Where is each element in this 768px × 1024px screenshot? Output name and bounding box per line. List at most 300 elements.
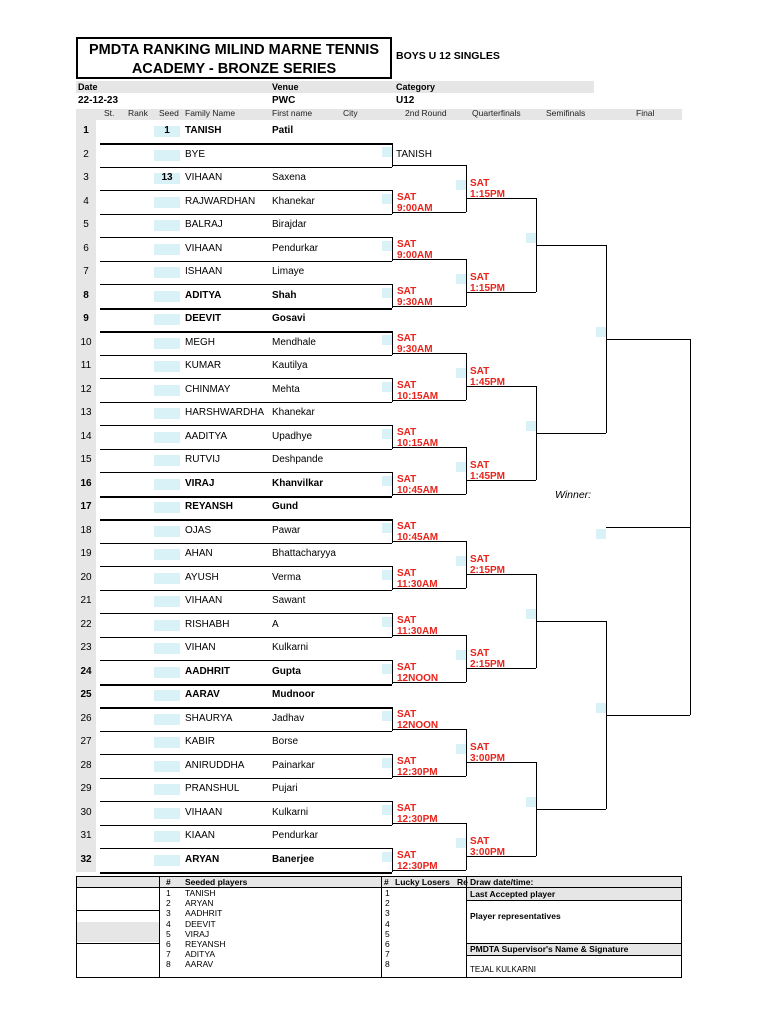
player-family-name: AARAV — [185, 689, 220, 700]
player-line — [100, 167, 392, 168]
seed-cell — [154, 197, 180, 208]
r2-connector — [466, 823, 467, 870]
seeded-number: 8 — [166, 959, 171, 970]
seed-cell — [154, 338, 180, 349]
player-first-name: Borse — [272, 736, 299, 747]
r2-connector — [466, 353, 467, 400]
seed-cell — [154, 479, 180, 490]
r1-score-box — [382, 570, 392, 580]
r1-time: 12NOON — [397, 719, 439, 731]
seed-cell — [154, 267, 180, 278]
player-family-name: RUTVIJ — [185, 454, 220, 465]
col-seed: Seed — [159, 108, 179, 118]
player-family-name: VIHAN — [185, 642, 216, 653]
row-number: 20 — [80, 571, 92, 583]
row-number: 25 — [80, 689, 92, 700]
col-quarterfinals: Quarterfinals — [472, 108, 521, 118]
row-number: 21 — [80, 595, 92, 606]
row-number: 10 — [80, 336, 92, 348]
player-family-name: ARYAN — [185, 853, 220, 865]
r1-connector — [392, 566, 393, 590]
seed-cell — [154, 432, 180, 443]
player-first-name: Kautilya — [272, 360, 308, 371]
player-first-name: Upadhye — [272, 430, 313, 442]
seed-cell — [154, 690, 180, 701]
r2-connector — [466, 635, 467, 682]
player-first-name: Banerjee — [272, 853, 315, 865]
player-line — [100, 237, 392, 238]
r1-time: 12:30PM — [397, 813, 438, 825]
r1-winner-line — [392, 165, 466, 166]
r1-time: 11:30AM — [397, 625, 438, 637]
lucky-hash: # — [384, 877, 389, 887]
player-family-name: VIHAAN — [185, 172, 223, 183]
player-reps-label: Player representatives — [470, 911, 561, 921]
player-line — [100, 660, 392, 661]
tournament-title-line2: ACADEMY - BRONZE SERIES — [131, 61, 337, 77]
seeded-player-name: REYANSH — [185, 939, 226, 949]
category-label: Category — [396, 82, 436, 92]
player-first-name: Mendhale — [272, 336, 316, 348]
seed-cell — [154, 361, 180, 372]
r2-score-box — [456, 650, 466, 660]
final-connector — [690, 339, 691, 715]
row-number: 17 — [80, 501, 92, 512]
seed-cell — [154, 502, 180, 513]
player-first-name: Shah — [272, 289, 297, 301]
r2-time: 1:15PM — [470, 189, 506, 201]
r1-day: SAT — [397, 661, 417, 673]
player-first-name: Pendurkar — [272, 830, 319, 841]
r1-time: 10:45AM — [397, 531, 439, 543]
r1-score-box — [382, 711, 392, 721]
seeded-player-name: TANISH — [185, 888, 216, 898]
lucky-loser-number: 5 — [385, 928, 390, 939]
row-number: 9 — [83, 313, 89, 324]
r2-score-box — [456, 274, 466, 284]
player-line — [100, 778, 392, 779]
qf-winner-line — [536, 621, 606, 622]
r2-time: 3:00PM — [470, 753, 506, 765]
player-line — [100, 496, 392, 498]
r1-time: 9:30AM — [397, 296, 433, 308]
r2-time: 1:15PM — [470, 283, 506, 295]
seed-cell — [154, 408, 180, 419]
r1-score-box — [382, 617, 392, 627]
sf-winner-line — [606, 715, 690, 716]
row-number: 24 — [80, 665, 92, 677]
lucky-loser-number: 3 — [385, 908, 390, 919]
r1-score-box — [382, 852, 392, 862]
lucky-loser-number: 7 — [385, 949, 390, 960]
event-name: BOYS U 12 SINGLES — [396, 50, 500, 62]
player-line — [100, 190, 392, 191]
r2-time: 1:45PM — [470, 377, 506, 389]
row-number: 8 — [83, 289, 89, 301]
r1-winner-name: TANISH — [396, 148, 432, 160]
r1-score-box — [382, 429, 392, 439]
seed-cell — [154, 220, 180, 231]
r2-connector — [466, 259, 467, 306]
qf-winner-line — [536, 433, 606, 434]
lucky-loser-number: 6 — [385, 939, 390, 949]
col-city: City — [343, 108, 358, 118]
r1-day: SAT — [397, 520, 417, 532]
lucky-loser-number: 1 — [385, 888, 390, 898]
seed-cell — [154, 714, 180, 725]
lucky-losers-label: Lucky Losers — [395, 877, 450, 887]
player-line — [100, 472, 392, 473]
player-first-name: Khanekar — [272, 407, 315, 418]
player-line — [100, 848, 392, 849]
row-number: 15 — [80, 454, 92, 465]
seeded-player-name: AARAV — [185, 959, 214, 970]
col-first-name: First name — [272, 108, 313, 118]
row-number: 3 — [83, 172, 89, 183]
player-line — [100, 566, 392, 567]
row-number: 4 — [83, 195, 89, 207]
row-number: 2 — [83, 148, 89, 160]
row-number: 13 — [80, 407, 92, 418]
r1-score-box — [382, 335, 392, 345]
lucky-loser-number: 4 — [385, 918, 390, 929]
r1-day: SAT — [397, 567, 417, 579]
row-number: 1 — [83, 125, 89, 136]
r1-connector — [392, 190, 393, 214]
player-first-name: Bhattacharyya — [272, 548, 336, 559]
player-first-name: Verma — [272, 571, 301, 583]
row-number: 12 — [80, 383, 92, 395]
footer-rule-2 — [77, 910, 159, 911]
seed-cell — [154, 855, 180, 866]
r1-connector — [392, 801, 393, 825]
lucky-loser-number: 8 — [385, 959, 390, 970]
r2-score-box — [456, 368, 466, 378]
player-line — [100, 637, 392, 638]
seed-cell — [154, 244, 180, 255]
date-value: 22-12-23 — [78, 95, 119, 106]
r1-score-box — [382, 241, 392, 251]
player-family-name: VIHAAN — [185, 242, 223, 254]
r2-day: SAT — [470, 836, 490, 848]
player-line — [100, 284, 392, 285]
r1-connector — [392, 143, 393, 167]
r2-score-box — [456, 180, 466, 190]
player-first-name: Patil — [272, 125, 294, 136]
r1-score-box — [382, 288, 392, 298]
player-line — [100, 402, 392, 403]
sf-score-box — [596, 703, 606, 713]
player-family-name: SHAURYA — [185, 712, 233, 724]
r2-day: SAT — [470, 648, 490, 660]
player-family-name: CHINMAY — [185, 383, 231, 395]
player-family-name: MEGH — [185, 336, 215, 348]
seeded-number: 2 — [166, 898, 171, 909]
player-line — [100, 613, 392, 614]
r1-score-box — [382, 382, 392, 392]
r1-day: SAT — [397, 379, 417, 391]
row-number: 27 — [80, 736, 92, 747]
footer-rule-6 — [466, 955, 681, 956]
player-line — [100, 801, 392, 802]
seeded-player-name: ADITYA — [185, 949, 216, 960]
r1-score-box — [382, 476, 392, 486]
player-family-name: AHAN — [185, 548, 213, 559]
footer-rule-4 — [466, 900, 681, 901]
footer-divider-2 — [381, 876, 382, 978]
seed-number: 1 — [164, 125, 170, 136]
player-line — [100, 261, 392, 262]
player-line — [100, 731, 392, 732]
player-family-name: HARSHWARDHA — [185, 407, 265, 418]
r1-day: SAT — [397, 473, 417, 485]
r2-connector — [466, 729, 467, 776]
r1-connector — [392, 754, 393, 778]
r1-day: SAT — [397, 708, 417, 720]
seed-cell — [154, 150, 180, 161]
seeded-player-name: AADHRIT — [185, 908, 223, 919]
row-number: 32 — [80, 853, 92, 865]
r1-connector — [392, 472, 393, 496]
final-score-box — [596, 529, 606, 539]
seed-cell — [154, 596, 180, 607]
player-line — [100, 754, 392, 755]
player-first-name: Khanvilkar — [272, 477, 324, 489]
qf-winner-line — [536, 809, 606, 810]
re-label: Re — [457, 877, 468, 887]
seed-cell — [154, 385, 180, 396]
r2-day: SAT — [470, 178, 490, 190]
r1-connector — [392, 331, 393, 355]
player-line — [100, 214, 392, 215]
sf-winner-line — [606, 339, 690, 340]
player-family-name: DEEVIT — [185, 313, 222, 324]
player-first-name: Mudnoor — [272, 689, 315, 700]
r1-time: 9:00AM — [397, 202, 433, 214]
player-line — [100, 590, 392, 591]
r1-day: SAT — [397, 238, 417, 250]
player-family-name: VIHAAN — [185, 806, 223, 818]
r1-time: 10:15AM — [397, 390, 439, 402]
r1-time: 11:30AM — [397, 578, 438, 590]
footer-divider-3 — [466, 876, 467, 978]
r2-score-box — [456, 462, 466, 472]
row-number: 7 — [83, 266, 89, 277]
seed-cell — [154, 526, 180, 537]
player-first-name: Khanekar — [272, 195, 315, 207]
r1-time: 12:30PM — [397, 860, 438, 872]
r1-connector — [392, 848, 393, 872]
col-st: St. — [104, 108, 115, 118]
player-family-name: AYUSH — [185, 571, 219, 583]
supervisor-name: TEJAL KULKARNI — [470, 965, 536, 974]
lucky-loser-number: 2 — [385, 898, 390, 909]
player-first-name: Pujari — [272, 783, 298, 794]
player-first-name: Pawar — [272, 524, 301, 536]
seed-cell — [154, 761, 180, 772]
player-line — [100, 308, 392, 310]
r1-day: SAT — [397, 191, 417, 203]
r2-connector — [466, 447, 467, 494]
r1-score-box — [382, 147, 392, 157]
seed-cell — [154, 314, 180, 325]
player-line — [100, 707, 392, 709]
qf-score-box — [526, 421, 536, 431]
r1-connector — [392, 378, 393, 402]
r1-score-box — [382, 805, 392, 815]
player-first-name: Birajdar — [272, 219, 307, 230]
r1-time: 9:30AM — [397, 343, 433, 355]
r1-time: 9:00AM — [397, 249, 433, 261]
player-line — [100, 355, 392, 356]
seeded-number: 6 — [166, 939, 171, 949]
seeded-number: 3 — [166, 908, 171, 919]
seed-cell — [154, 573, 180, 584]
seed-cell — [154, 455, 180, 466]
r2-day: SAT — [470, 460, 490, 472]
row-number: 16 — [80, 477, 92, 489]
r1-day: SAT — [397, 755, 417, 767]
r1-score-box — [382, 194, 392, 204]
seeded-number: 1 — [166, 888, 171, 898]
qf-winner-line — [536, 245, 606, 246]
seed-cell — [154, 808, 180, 819]
player-first-name: Sawant — [272, 595, 306, 606]
player-first-name: Kulkarni — [272, 642, 309, 653]
r1-connector — [392, 425, 393, 449]
player-family-name: PRANSHUL — [185, 783, 240, 794]
player-line — [100, 684, 392, 686]
player-first-name: Kulkarni — [272, 806, 309, 818]
seeded-player-name: ARYAN — [185, 898, 214, 909]
player-family-name: AADITYA — [185, 430, 228, 442]
seed-number: 13 — [161, 172, 173, 183]
seed-cell — [154, 620, 180, 631]
seed-cell — [154, 291, 180, 302]
player-family-name: TANISH — [185, 125, 222, 136]
seeded-players-label: Seeded players — [185, 877, 248, 887]
seeded-number: 5 — [166, 928, 171, 939]
r1-connector — [392, 707, 393, 731]
player-family-name: BYE — [185, 148, 206, 160]
player-first-name: Mehta — [272, 383, 300, 395]
r1-score-box — [382, 758, 392, 768]
player-family-name: REYANSH — [185, 501, 233, 512]
col-semifinals: Semifinals — [546, 108, 586, 118]
player-first-name: Saxena — [272, 172, 306, 183]
row-number: 19 — [80, 548, 92, 559]
r1-day: SAT — [397, 849, 417, 861]
player-family-name: ADITYA — [185, 289, 222, 301]
player-line — [100, 872, 392, 874]
r1-time: 10:45AM — [397, 484, 439, 496]
player-family-name: KUMAR — [185, 360, 222, 371]
venue-label: Venue — [272, 82, 299, 92]
col-family-name: Family Name — [185, 108, 236, 118]
date-label: Date — [78, 82, 98, 92]
player-line — [100, 378, 392, 379]
player-first-name: Limaye — [272, 266, 305, 277]
seeded-player-name: DEEVIT — [185, 918, 216, 929]
r2-day: SAT — [470, 272, 490, 284]
player-family-name: BALRAJ — [185, 219, 223, 230]
r2-day: SAT — [470, 742, 490, 754]
footer-divider-1 — [159, 876, 160, 978]
player-line — [100, 543, 392, 544]
r1-score-box — [382, 664, 392, 674]
r2-day: SAT — [470, 554, 490, 566]
row-number: 22 — [80, 618, 92, 630]
r2-score-box — [456, 556, 466, 566]
seeded-number: 7 — [166, 949, 171, 960]
player-line — [100, 331, 392, 333]
r1-connector — [392, 237, 393, 261]
tournament-title-box — [76, 37, 392, 79]
player-first-name: A — [272, 618, 279, 630]
r2-connector — [466, 165, 467, 212]
category-value: U12 — [396, 95, 415, 106]
player-family-name: KIAAN — [185, 830, 216, 841]
r1-connector — [392, 519, 393, 543]
row-number: 28 — [80, 759, 92, 771]
player-line — [100, 825, 392, 826]
r1-day: SAT — [397, 426, 417, 438]
r2-score-box — [456, 838, 466, 848]
player-family-name: KABIR — [185, 736, 216, 747]
player-first-name: Gosavi — [272, 313, 306, 324]
row-number: 23 — [80, 642, 92, 653]
player-family-name: RISHABH — [185, 618, 230, 630]
seed-cell — [154, 667, 180, 678]
row-number: 29 — [80, 783, 92, 794]
final-winner-line — [606, 527, 690, 528]
player-family-name: AADHRIT — [185, 665, 230, 677]
r2-day: SAT — [470, 366, 490, 378]
player-family-name: VIHAAN — [185, 595, 223, 606]
player-line — [100, 449, 392, 450]
qf-score-box — [526, 797, 536, 807]
col-final: Final — [636, 108, 655, 118]
qf-score-box — [526, 233, 536, 243]
r1-day: SAT — [397, 802, 417, 814]
r1-day: SAT — [397, 285, 417, 297]
row-number: 31 — [80, 830, 92, 841]
player-family-name: VIRAJ — [185, 477, 215, 489]
player-line — [100, 143, 392, 145]
r2-time: 3:00PM — [470, 847, 506, 859]
date-band — [76, 81, 269, 93]
seed-cell — [154, 549, 180, 560]
player-line — [100, 519, 392, 521]
last-accepted-label: Last Accepted player — [470, 889, 556, 899]
player-first-name: Pendurkar — [272, 242, 319, 254]
player-family-name: ISHAAN — [185, 266, 223, 277]
seed-cell — [154, 831, 180, 842]
r2-time: 2:15PM — [470, 659, 506, 671]
r2-time: 2:15PM — [470, 565, 506, 577]
player-first-name: Painarkar — [272, 759, 315, 771]
draw-date-label: Draw date/time: — [470, 877, 534, 887]
player-first-name: Deshpande — [272, 454, 324, 465]
footer-gray-cell — [77, 922, 159, 942]
r1-time: 10:15AM — [397, 437, 439, 449]
row-number: 14 — [80, 430, 92, 442]
col-rank: Rank — [128, 108, 148, 118]
r1-day: SAT — [397, 332, 417, 344]
footer-rule-3 — [77, 943, 159, 944]
seeded-player-name: VIRAJ — [185, 928, 210, 939]
row-number: 11 — [80, 360, 92, 371]
